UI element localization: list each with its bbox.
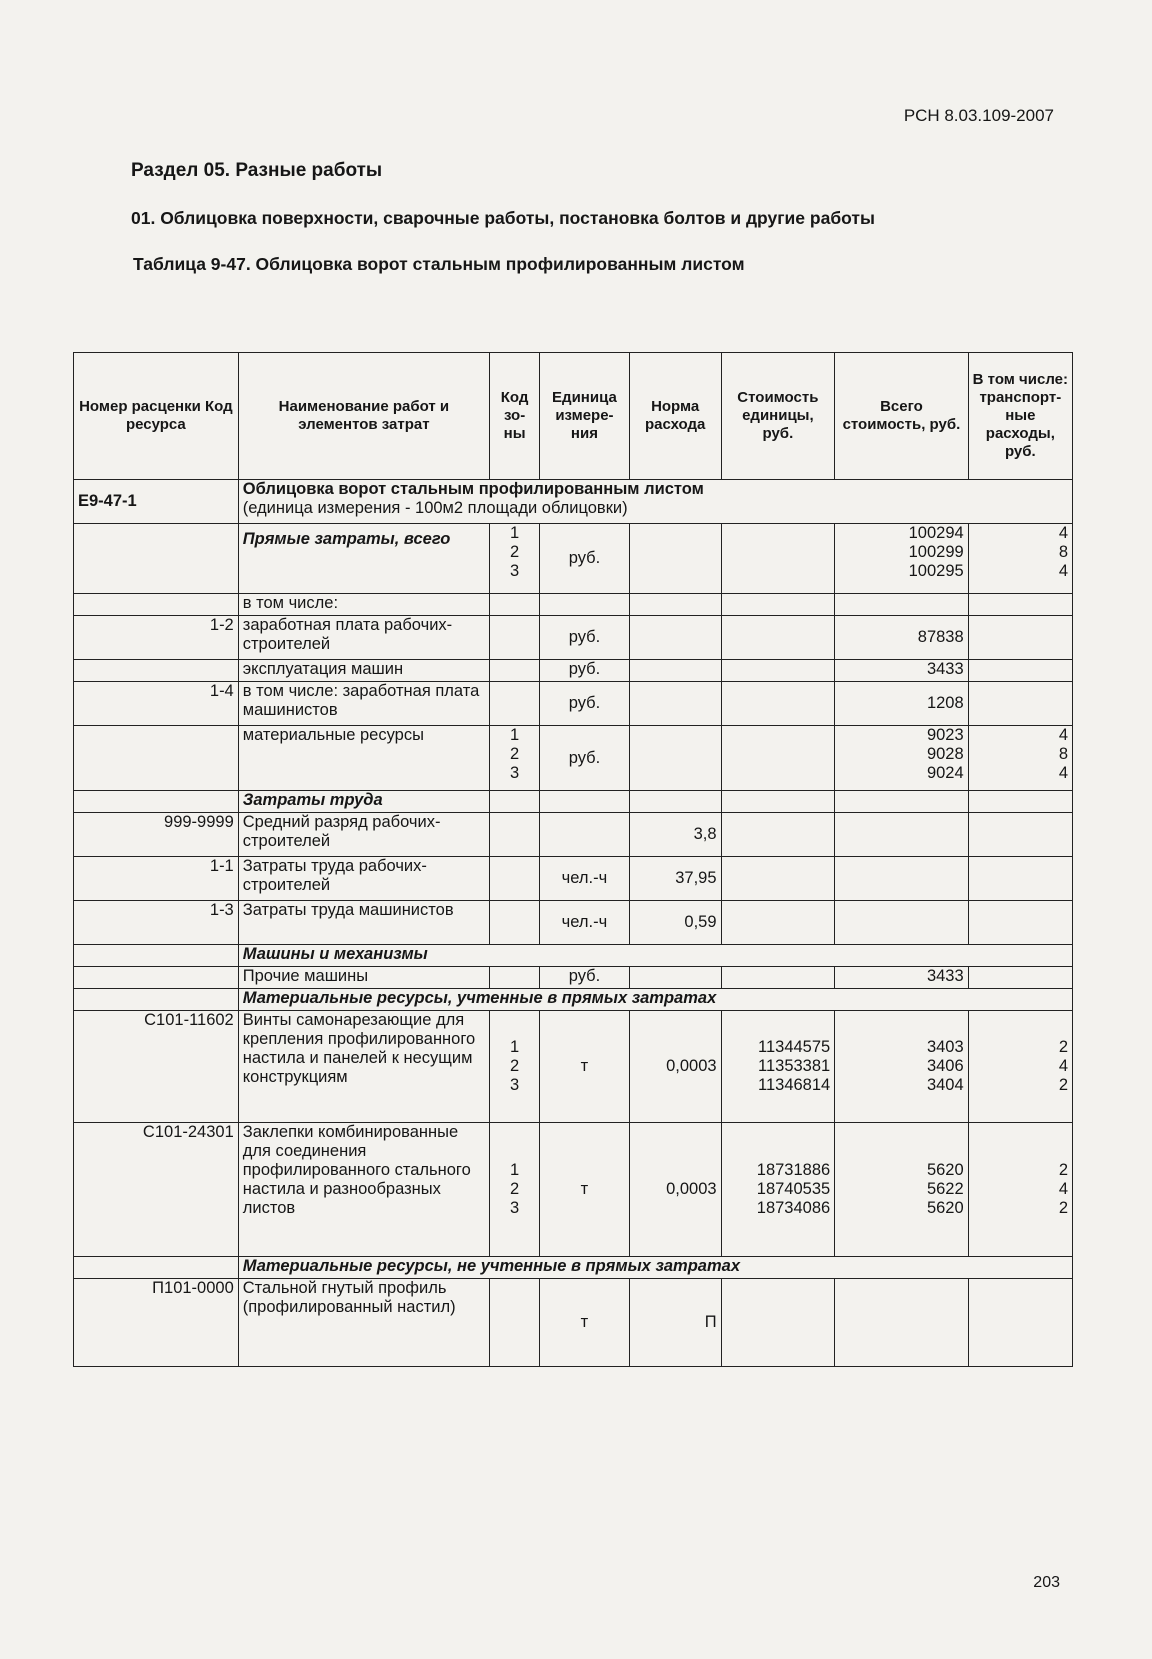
machines-op-total: 3433 xyxy=(835,660,968,682)
materials-in-header: Материальные ресурсы, учтенные в прямых затратах xyxy=(238,989,1072,1011)
other-machines-unit: руб. xyxy=(540,967,630,989)
labor-builders-name: Затраты труда рабочих-строителей xyxy=(238,857,489,901)
materials-out-header: Материальные ресурсы, не учтенные в прямых затратах xyxy=(238,1257,1072,1279)
avg-grade-code: 999-9999 xyxy=(74,813,239,857)
wages-code: 1-2 xyxy=(74,616,239,660)
rivets-totals: 5620 5622 5620 xyxy=(835,1123,968,1257)
screws-prices: 11344575 11353381 11346814 xyxy=(721,1011,835,1123)
table-row-direct xyxy=(74,524,1073,594)
mach-wages-unit: руб. xyxy=(540,682,630,726)
avg-grade-norm: 3,8 xyxy=(629,813,721,857)
mach-wages-code: 1-4 xyxy=(74,682,239,726)
table-row-other-machines xyxy=(74,967,1073,989)
rivets-norm: 0,0003 xyxy=(629,1123,721,1257)
rivets-unit: т xyxy=(540,1123,630,1257)
labor-builders-norm: 37,95 xyxy=(629,857,721,901)
profile-code: П101-0000 xyxy=(74,1279,239,1367)
other-machines-name: Прочие машины xyxy=(238,967,489,989)
screws-name: Винты самонарезающие для крепления профилированного настила и панелей к несущим конструкциям xyxy=(238,1011,489,1123)
table-row-rivets xyxy=(74,1123,1073,1257)
labor-machinists-name: Затраты труда машинистов xyxy=(238,901,489,945)
mach-wages-total: 1208 xyxy=(835,682,968,726)
header-price: Стоимость единицы, руб. xyxy=(721,353,835,480)
table-row-wages xyxy=(74,616,1073,660)
page-number: 203 xyxy=(1033,1574,1060,1591)
labor-header: Затраты труда xyxy=(238,791,489,813)
materials-zones: 1 2 3 xyxy=(490,726,540,791)
materials-totals: 9023 9028 9024 xyxy=(835,726,968,791)
rate-code: Е9-47-1 xyxy=(74,480,239,524)
wages-total: 87838 xyxy=(835,616,968,660)
header-zone: Код зо- ны xyxy=(490,353,540,480)
rate-title-cell xyxy=(238,480,1072,524)
header-total: Всего стоимость, руб. xyxy=(835,353,968,480)
avg-grade-name: Средний разряд рабочих-строителей xyxy=(238,813,489,857)
machines-op-name: эксплуатация машин xyxy=(238,660,489,682)
rivets-trans: 2 4 2 xyxy=(968,1123,1072,1257)
table-row-materials-in-header xyxy=(74,989,1073,1011)
table-row-incl xyxy=(74,594,1073,616)
rates-table xyxy=(73,352,1073,1367)
labor-builders-unit: чел.-ч xyxy=(540,857,630,901)
header-name: Наименование работ и элементов затрат xyxy=(238,353,489,480)
rivets-prices: 18731886 18740535 18734086 xyxy=(721,1123,835,1257)
profile-unit: т xyxy=(540,1279,630,1367)
wages-name: заработная плата рабочих-строителей xyxy=(238,616,489,660)
labor-machinists-code: 1-3 xyxy=(74,901,239,945)
table-row-rate xyxy=(74,480,1073,524)
section-title: Раздел 05. Разные работы xyxy=(131,160,383,181)
direct-trans: 4 8 4 xyxy=(968,524,1072,594)
screws-totals: 3403 3406 3404 xyxy=(835,1011,968,1123)
direct-zones: 1 2 3 xyxy=(490,524,540,594)
machines-header: Машины и механизмы xyxy=(238,945,1072,967)
table-row-labor-machinists xyxy=(74,901,1073,945)
materials-name: материальные ресурсы xyxy=(238,726,489,791)
screws-norm: 0,0003 xyxy=(629,1011,721,1123)
header-norm: Норма расхода xyxy=(629,353,721,480)
table-header-row xyxy=(74,353,1073,480)
materials-trans: 4 8 4 xyxy=(968,726,1072,791)
profile-name: Стальной гнутый профиль (профилированный настил) xyxy=(238,1279,489,1367)
table-row-materials-out-header xyxy=(74,1257,1073,1279)
subsection-title: 01. Облицовка поверхности, сварочные работы, постановка болтов и другие работы xyxy=(131,208,875,228)
wages-unit: руб. xyxy=(540,616,630,660)
table-row-machines-op xyxy=(74,660,1073,682)
labor-builders-code: 1-1 xyxy=(74,857,239,901)
table-caption: Таблица 9-47. Облицовка ворот стальным профилированным листом xyxy=(133,254,745,274)
table-row-materials xyxy=(74,726,1073,791)
header-trans: В том числе: транспорт- ные расходы, руб. xyxy=(968,353,1072,480)
direct-unit: руб. xyxy=(540,524,630,594)
table-row-machines-header xyxy=(74,945,1073,967)
table-row-profile xyxy=(74,1279,1073,1367)
screws-zones: 1 2 3 xyxy=(490,1011,540,1123)
machines-op-unit: руб. xyxy=(540,660,630,682)
labor-machinists-unit: чел.-ч xyxy=(540,901,630,945)
table-row-screws xyxy=(74,1011,1073,1123)
materials-unit: руб. xyxy=(540,726,630,791)
table-row-mach-wages xyxy=(74,682,1073,726)
screws-unit: т xyxy=(540,1011,630,1123)
other-machines-total: 3433 xyxy=(835,967,968,989)
direct-name: Прямые затраты, всего xyxy=(238,524,489,594)
header-code: Номер расценки Код ресурса xyxy=(74,353,239,480)
table-row-avg-grade xyxy=(74,813,1073,857)
profile-norm: П xyxy=(629,1279,721,1367)
table-row-labor-header xyxy=(74,791,1073,813)
labor-machinists-norm: 0,59 xyxy=(629,901,721,945)
rivets-code: С101-24301 xyxy=(74,1123,239,1257)
screws-trans: 2 4 2 xyxy=(968,1011,1072,1123)
table-row-labor-builders xyxy=(74,857,1073,901)
direct-totals: 100294 100299 100295 xyxy=(835,524,968,594)
rate-title: Облицовка ворот стальным профилированным листом xyxy=(242,480,704,498)
rate-unit-note: (единица измерения - 100м2 площади облицовки) xyxy=(242,499,628,517)
header-unit: Единица измере- ния xyxy=(540,353,630,480)
rivets-zones: 1 2 3 xyxy=(490,1123,540,1257)
screws-code: С101-11602 xyxy=(74,1011,239,1123)
document-code: РСН 8.03.109-2007 xyxy=(903,106,1054,125)
incl-label: в том числе: xyxy=(238,594,489,616)
mach-wages-name: в том числе: заработная плата машинистов xyxy=(238,682,489,726)
rivets-name: Заклепки комбинированные для соединения профилированного стального настила и разнообразных листов xyxy=(238,1123,489,1257)
